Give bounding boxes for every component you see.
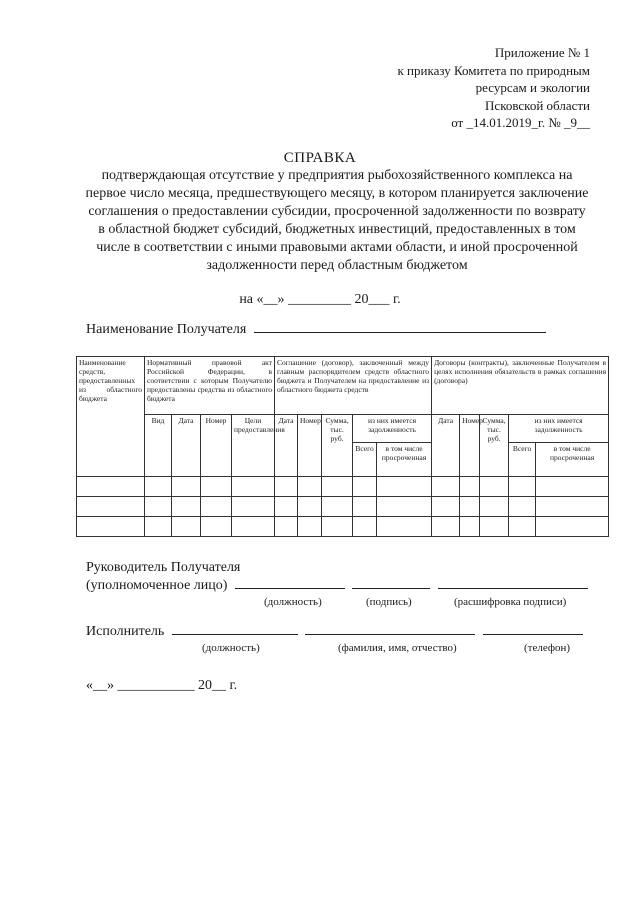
head-signature-row [86,578,588,594]
executor-fio-field[interactable] [305,634,475,635]
executor-row [86,624,583,640]
act-number-header: Номер [201,415,232,477]
data-table [76,356,609,537]
table-row [77,497,609,517]
head-signature-field[interactable] [352,588,430,589]
act-date-header: Дата [172,415,201,477]
executor-position-field[interactable] [172,634,298,635]
recipient-label: Наименование Получателя [86,322,247,337]
head-label-line1: Руководитель Получателя [86,560,241,575]
header-funds: Наименование средств, предоставленных из областного бюджета [77,357,145,477]
caption-signature: (подпись) [366,596,412,608]
agreement-date-header: Дата [275,415,298,477]
caption-position: (должность) [264,596,322,608]
contract-sum-header: Сумма, тыс. руб. [480,415,509,477]
header-act: Нормативный правовой акт Российской Федерации, в соответствии с которым Получателю предоставлены средства из областного бюджета [145,357,275,415]
final-date: «__» ___________ 20__ г. [86,678,238,693]
table-row [77,517,609,537]
agreement-debt-header: из них имеется задолженность [353,415,432,443]
header-agreement: Соглашение (договор), заключенный между главным распорядителем средств областного бюджета и Получателем на предоставление из областного бюджета средств [275,357,432,415]
contract-date-header: Дата [432,415,460,477]
document-dateline: на «__» _________ 20___ г. [239,292,401,307]
agreement-number-header: Номер [298,415,322,477]
appendix-block [350,44,590,132]
caption-phone: (телефон) [524,642,571,654]
contract-total-header: Всего [509,443,536,477]
recipient-row [86,322,546,338]
act-purpose-header: Цели предоставления [232,415,275,477]
appendix-line: к приказу Комитета по природным [397,62,590,78]
executor-label: Исполнитель [86,624,165,639]
caption-decode: (расшифровка подписи) [454,596,567,608]
appendix-line: Псковской области [485,97,590,113]
agreement-sum-header: Сумма, тыс. руб. [322,415,353,477]
table-row [77,477,609,497]
header-contracts: Договоры (контракты), заключенные Получателем в целях исполнения обязательств в рамках соглашения (договора) [432,357,609,415]
contract-debt-header: из них имеется задолженность [509,415,609,443]
document-subtitle: подтверждающая отсутствие у предприятия рыбохозяйственного комплекса на первое число месяца, предшествующего месяцу, в котором планируется заключение соглашения о предоставлении субсидии, просроченной задолженности по возврату в областной бюджет субсидий, бюджетных инвестиций, предоставленных в том числе в соответствии с иными правовыми актами области, и иной просроченной задолженности перед областным бюджетом [85,168,589,273]
agreement-overdue-header: в том числе просроченная [377,443,432,477]
appendix-line: ресурсам и экологии [475,80,590,95]
head-label-line2: (уполномоченное лицо) [86,578,228,593]
head-position-field[interactable] [235,588,345,589]
act-type-header: Вид [145,415,172,477]
contract-number-header: Номер [460,415,480,477]
contract-overdue-header: в том числе просроченная [536,443,609,477]
appendix-line: Приложение № 1 [494,45,590,60]
caption-position-executor: (должность) [202,642,260,654]
appendix-line: от _14.01.2019_г. № _9__ [451,115,590,130]
executor-phone-field[interactable] [483,634,583,635]
caption-fio: (фамилия, имя, отчество) [338,642,457,654]
document-title: СПРАВКА [283,150,357,166]
recipient-field[interactable] [254,332,546,333]
head-decode-field[interactable] [438,588,588,589]
agreement-total-header: Всего [353,443,377,477]
